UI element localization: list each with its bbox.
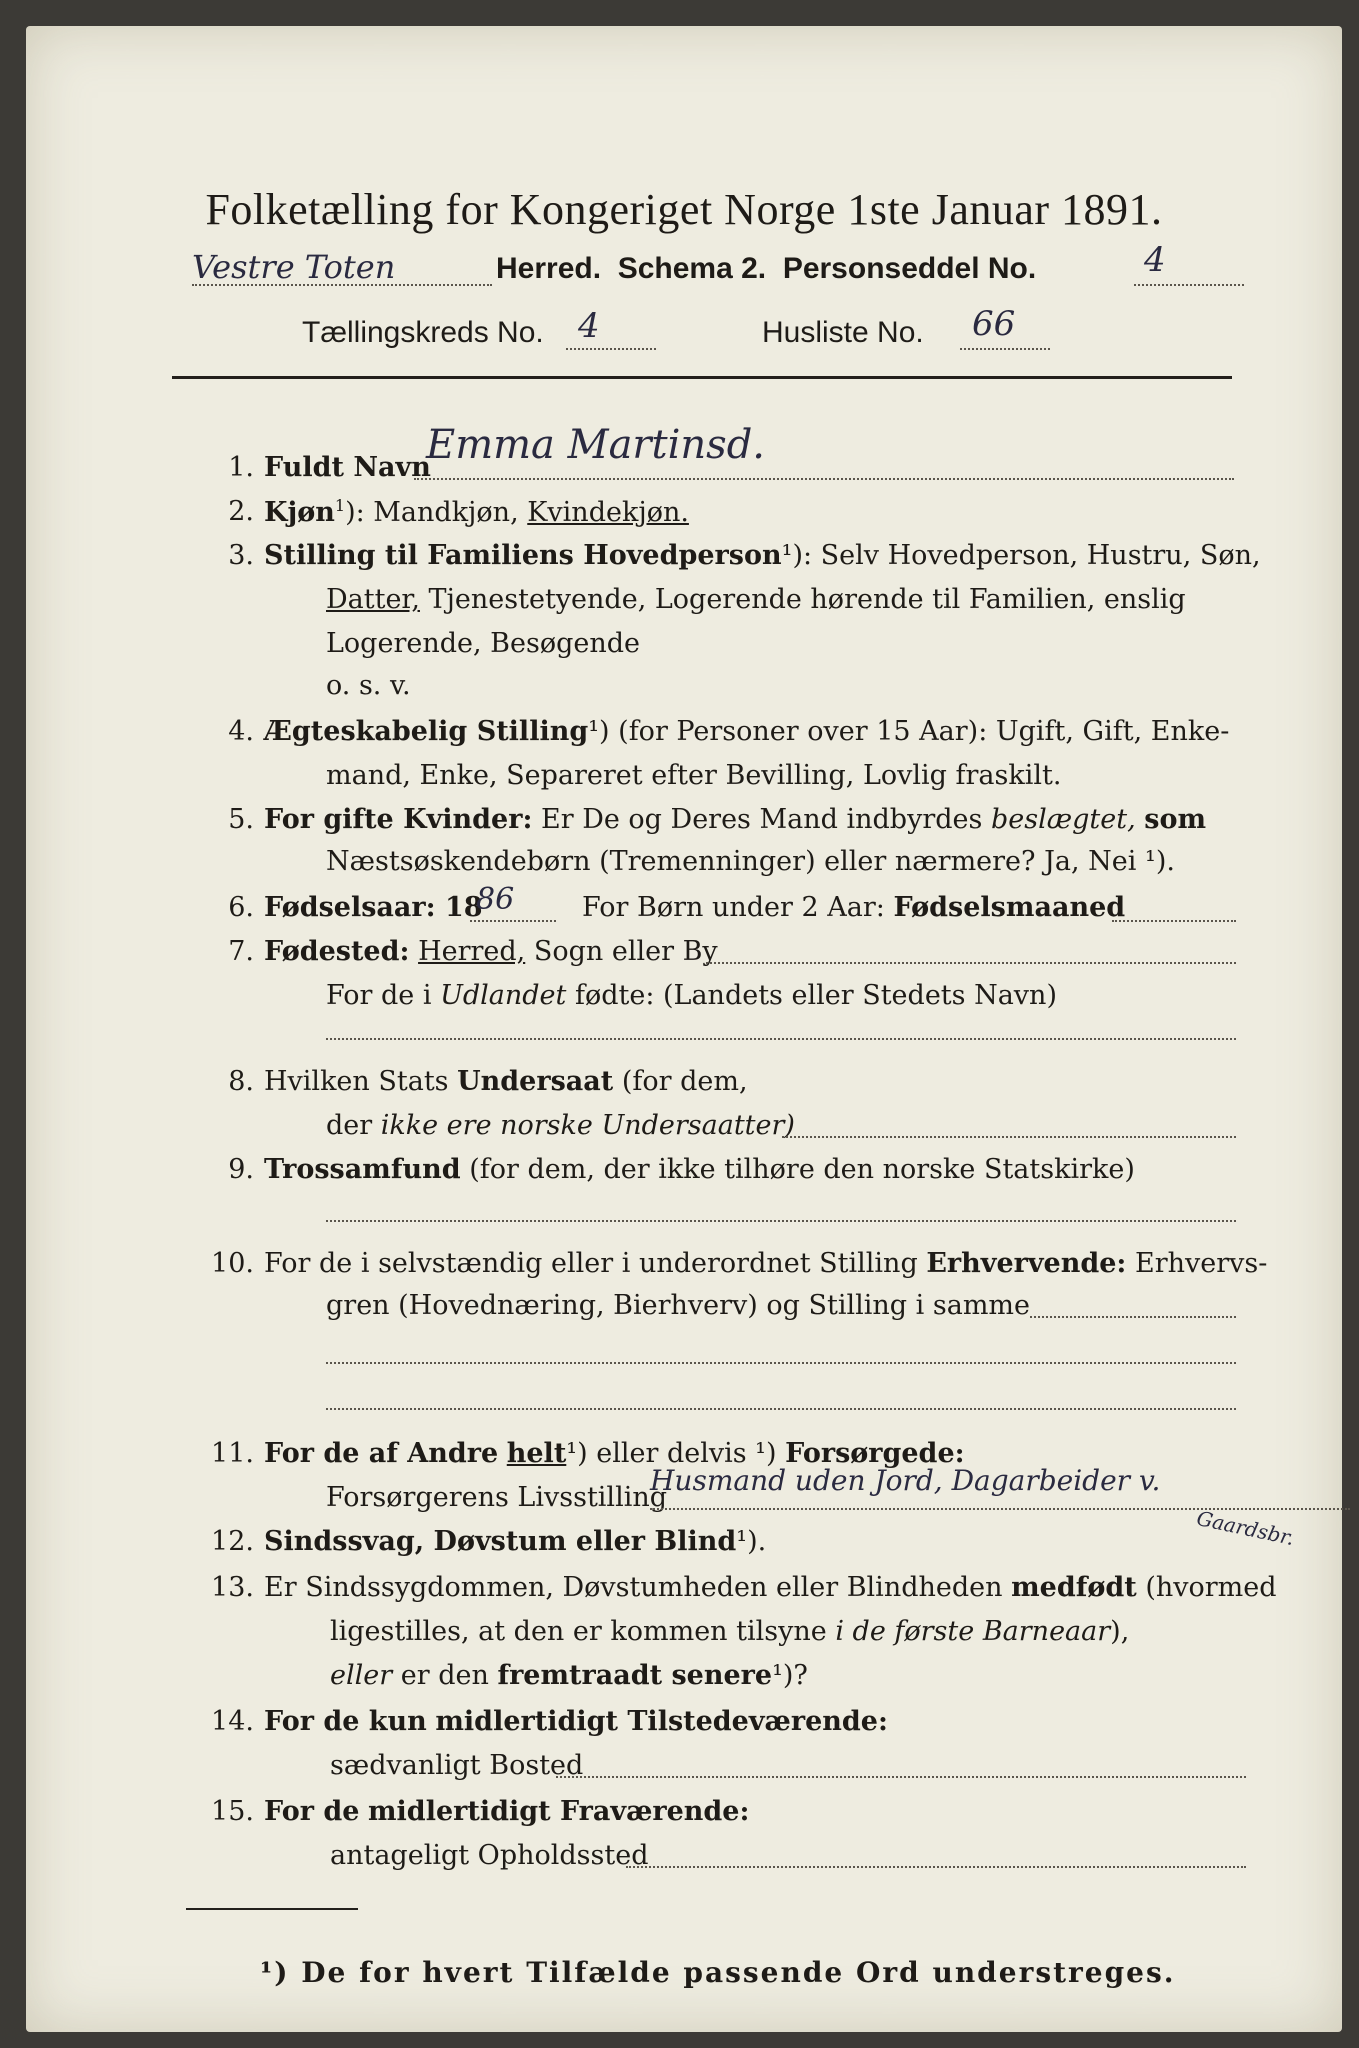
herred-label: Herred. Schema 2. Personseddel No. <box>496 252 1037 285</box>
occupation-line-2 <box>326 1362 1236 1364</box>
full-name-value: Emma Martinsd. <box>426 422 766 468</box>
personseddel-label: Personseddel No. <box>782 252 1037 285</box>
birthplace-line <box>706 962 1236 964</box>
herred-underline <box>192 284 492 286</box>
absence-line <box>626 1866 1246 1868</box>
birth-year-value: 86 <box>476 882 515 917</box>
personseddel-number: 4 <box>1144 240 1166 280</box>
provider-line <box>650 1508 1350 1510</box>
husliste-underline <box>960 348 1050 350</box>
footnote-rule <box>186 1908 358 1910</box>
birth-month-line <box>1112 920 1236 922</box>
provider-occupation-continuation: Gaardsbr. <box>1194 1505 1297 1551</box>
personseddel-underline <box>1134 284 1244 286</box>
birthplace-marked: Herred, <box>418 936 526 967</box>
gender-marked: Kvindekjøn. <box>527 497 689 528</box>
name-line <box>414 478 1234 480</box>
herred-name: Vestre Toten <box>192 248 396 286</box>
birth-year-line <box>470 920 556 922</box>
header-rule <box>172 376 1232 379</box>
herred-line <box>192 248 395 286</box>
schema-label: Schema 2. <box>617 252 767 285</box>
item-1-label: Fuldt Navn <box>264 452 431 483</box>
support-marked: helt <box>506 1438 567 1469</box>
footnote: ¹) De for hvert Tilfælde passende Ord understreges. <box>260 1956 1176 1989</box>
husliste-label: Husliste No. <box>762 316 924 349</box>
residence-line <box>556 1776 1246 1778</box>
occupation-line-1 <box>1030 1316 1236 1318</box>
husliste-number: 66 <box>972 304 1016 344</box>
kreds-label: Tællingskreds No. <box>302 316 544 349</box>
provider-occupation-value: Husmand uden Jord, Dagarbeider v. <box>650 1464 1161 1497</box>
kreds-underline <box>566 348 656 350</box>
form-title: Folketælling for Kongeriget Norge 1ste Januar 1891. <box>205 185 1163 234</box>
nationality-line <box>782 1136 1236 1138</box>
occupation-line-3 <box>326 1408 1236 1410</box>
position-marked: Datter, <box>326 584 420 615</box>
census-form-page: Folketælling for Kongeriget Norge 1ste Januar 1891. Vestre Toten Herred. Schema 2. Personseddel No. 4 Tællingskreds No. 4 Husliste No. 66 1. Fuldt Navn Emma Martinsd. 2. Kjøn$^1$): Mandkjøn, Kvindekjøn. 3. Stilling til Familiens Hovedperson¹): Selv Hovedperson, Hustru, Søn, Datter, Tjenestetyende, Logerende hørende til Familien, enslig Logerende, Besøgende o. s. v. 4. Ægteskabelig Stilling¹) (for Personer over 15 Aar): Ugift, Gift, Enke- mand, Enke, Separeret efter Bevilling, Lovlig fraskilt. 5. For gifte Kvinder: Er De og Deres Mand indbyrdes beslægtet, som Næstsøskendebørn (Tremenninger) eller nærmere? Ja, Nei ¹). 6. Fødselsaar: 18 86 For Børn under 2 Aar: Fødselsmaaned 7. Fødested: Herred, Sogn eller By For de i Udlandet fødte: (Landets eller Stedets Navn) 8. Hvilken Stats Undersaat (for dem, der ikke ere norske Undersaatter) 9. Trossamfund (for dem, der ikke tilhøre den norske Statskirke) 10. For de i selvstændig eller i underordnet Stilling Erhvervende: Erhvervs- gren (Hovednæring, Bierhverv) og Stilling i samme 11. For de af Andre helt¹) eller delvis ¹) Forsørgede: Forsørgerens Livsstilling Husmand uden Jord, Dagarbeider v. Gaardsbr. 12. Sindssvag, Døvstum eller Blind¹). 13. Er Sindssygdommen, Døvstumheden eller Blindheden medfødt (hvormed ligestilles, at den er kommen tilsyne i de første Barneaar), eller er den fremtraadt senere¹)? 14. For de kun midlertidigt Tilstedeværende: sædvanligt Bosted 15. For de midlertidigt Fraværende: antageligt Opholdssted ¹) De for hvert Tilfælde passende Ord understreges. <box>26 26 1342 2032</box>
kreds-number: 4 <box>578 306 600 346</box>
religion-line <box>326 1220 1236 1222</box>
foreign-birthplace-line <box>326 1038 1236 1040</box>
